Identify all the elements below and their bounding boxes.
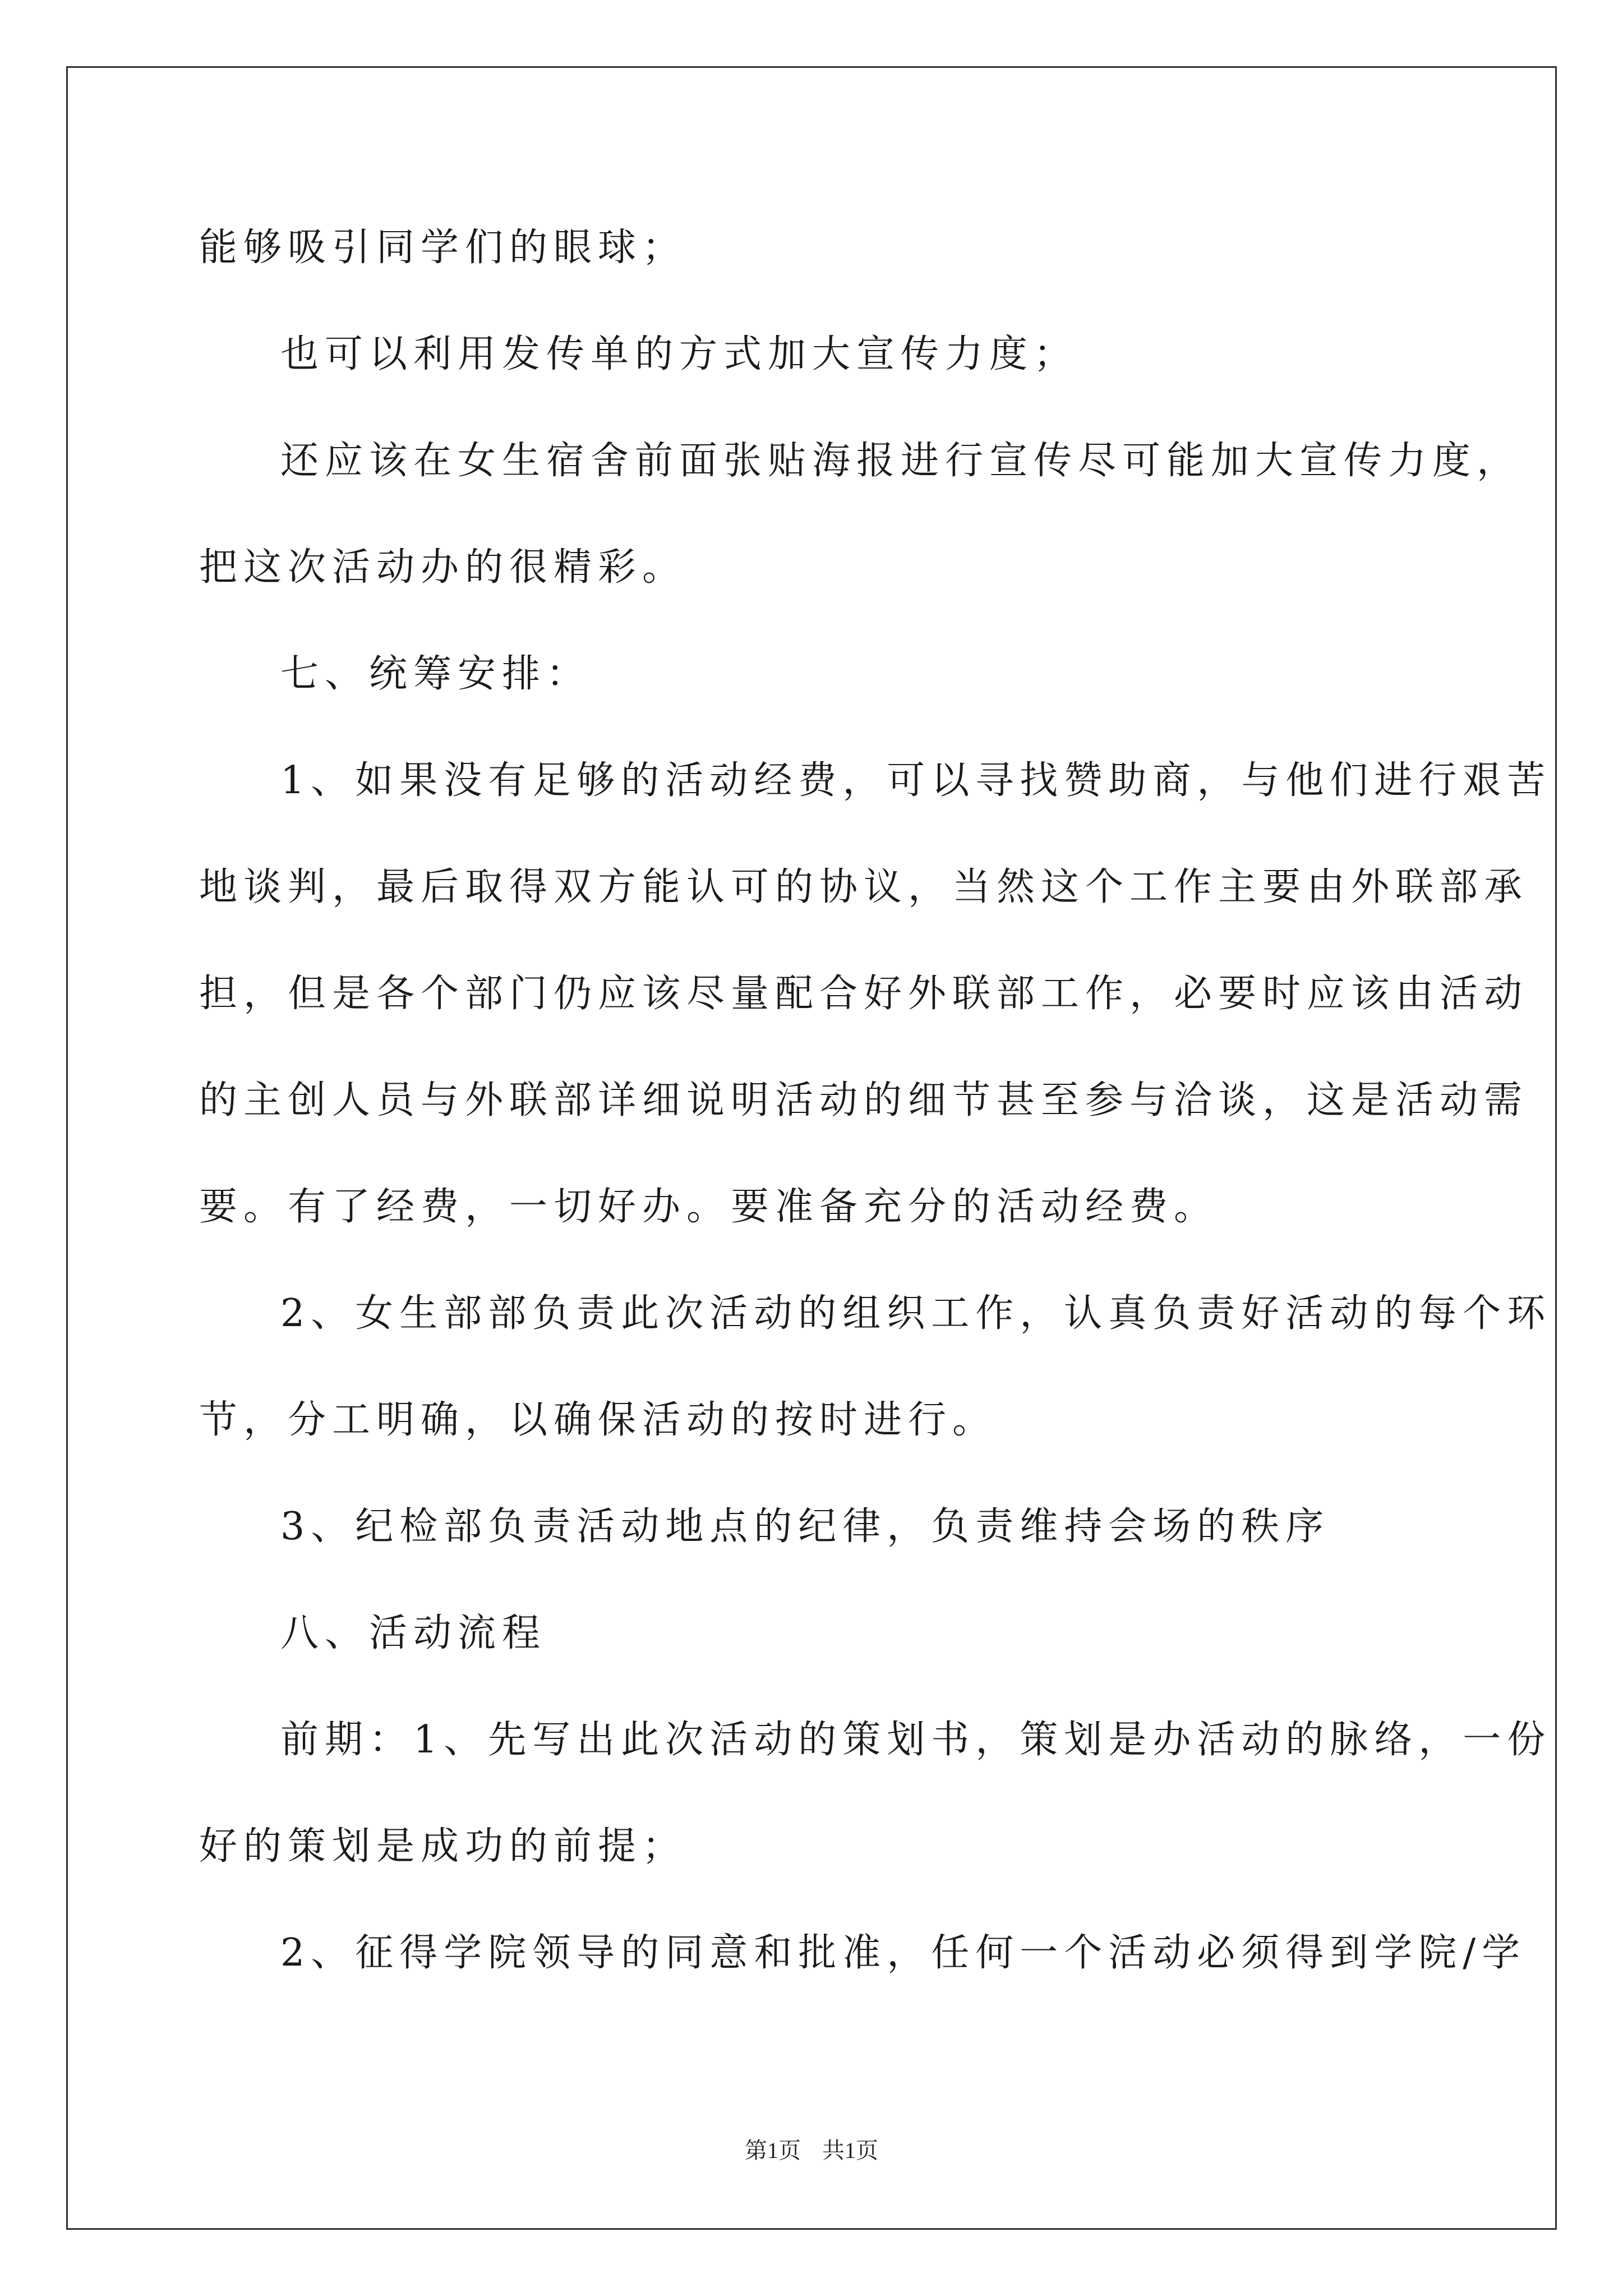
page-border	[66, 66, 1557, 2230]
text-line: 要。有了经费，一切好办。要准备充分的活动经费。	[199, 1185, 1219, 1229]
text-line: 的主创人员与外联部详细说明活动的细节甚至参与洽谈，这是活动需	[199, 1078, 1529, 1122]
text-line: 把这次活动办的很精彩。	[199, 545, 687, 590]
text-line: 还应该在女生宿舍前面张贴海报进行宣传尽可能加大宣传力度，	[280, 439, 1521, 483]
section-heading: 八、活动流程	[280, 1611, 547, 1655]
text-line: 也可以利用发传单的方式加大宣传力度；	[280, 332, 1078, 376]
text-line: 前期：1、先写出此次活动的策划书，策划是办活动的脉络，一份	[280, 1718, 1552, 1762]
text-line: 节，分工明确，以确保活动的按时进行。	[199, 1398, 997, 1442]
text-line: 好的策划是成功的前提；	[199, 1824, 687, 1869]
page-footer	[0, 2139, 1623, 2162]
text-line: 2、女生部部负责此次活动的组织工作，认真负责好活动的每个环	[280, 1291, 1552, 1336]
text-line: 能够吸引同学们的眼球；	[199, 226, 687, 270]
text-line: 3、纪检部负责活动地点的纪律，负责维持会场的秩序	[280, 1504, 1330, 1549]
text-line: 担，但是各个部门仍应该尽量配合好外联部工作，必要时应该由活动	[199, 972, 1529, 1016]
text-line: 1、如果没有足够的活动经费，可以寻找赞助商，与他们进行艰苦	[280, 758, 1552, 803]
text-line: 地谈判，最后取得双方能认可的协议，当然这个工作主要由外联部承	[199, 865, 1529, 909]
page-total: 共1页	[822, 2138, 878, 2163]
section-heading: 七、统筹安排：	[280, 652, 591, 696]
page-number: 第1页	[745, 2138, 801, 2163]
text-line: 2、征得学院领导的同意和批准，任何一个活动必须得到学院/学	[280, 1931, 1527, 1975]
